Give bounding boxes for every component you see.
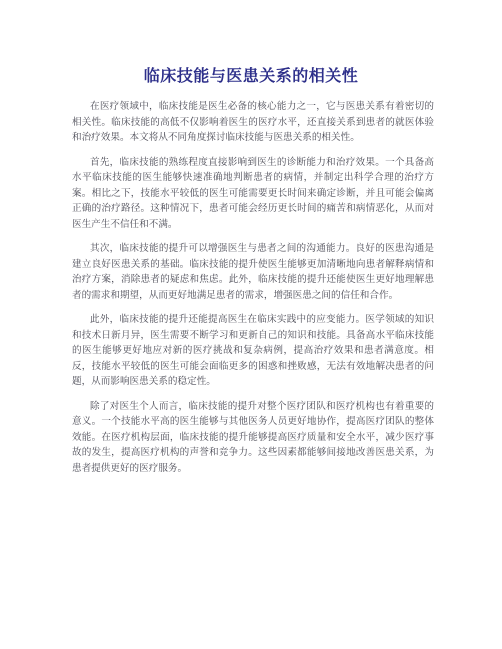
- document-body: [72, 99, 434, 485]
- paragraph-2: 首先，临床技能的熟练程度直接影响到医生的诊断能力和治疗效果。一个具备高水平临床技能的医生能够快速准确地判断患者的病情，并制定出科学合理的治疗方案。相比之下，技能水平较低的医生可能需要更长时间来确定诊断，并且可能会偏离正确的治疗路径。这种情况下，患者可能会经历更长时间的痛苦和病情恶化，从而对医生产生不信任和不满。: [72, 156, 434, 230]
- paragraph-5: 除了对医生个人而言，临床技能的提升对整个医疗团队和医疗机构也有着重要的意义。一个技能水平高的医生能够与其他医务人员更好地协作，提高医疗团队的整体效能。在医疗机构层面，临床技能的提升能够提高医疗质量和安全水平，减少医疗事故的发生，提高医疗机构的声誉和竞争力。这些因素都能够间接地改善医患关系，为患者提供更好的医疗服务。: [72, 400, 434, 474]
- paragraph-1: 在医疗领域中，临床技能是医生必备的核心能力之一，它与医患关系有着密切的相关性。临床技能的高低不仅影响着医生的医疗水平，还直接关系到患者的就医体验和治疗效果。本文将从不同角度探讨临床技能与医患关系的相关性。: [72, 101, 434, 143]
- document-title: 临床技能与医患关系的相关性: [143, 66, 359, 85]
- paragraph-3: 其次，临床技能的提升可以增强医生与患者之间的沟通能力。良好的医患沟通是建立良好医患关系的基础。临床技能的提升使医生能够更加清晰地向患者解释病情和治疗方案，消除患者的疑虑和焦虑。此外，临床技能的提升还能使医生更好地理解患者的需求和期望，从而更好地满足患者的需求，增强医患之间的信任和合作。: [72, 243, 434, 301]
- paragraph-4: 此外，临床技能的提升还能提高医生在临床实践中的应变能力。医学领域的知识和技术日新月异，医生需要不断学习和更新自己的知识和技能。具备高水平临床技能的医生能够更好地应对新的医疗挑战和复杂病例，提高治疗效果和患者满意度。相反，技能水平较低的医生可能会面临更多的困惑和挫败感，无法有效地解决患者的问题，从而影响医患关系的稳定性。: [72, 314, 434, 387]
